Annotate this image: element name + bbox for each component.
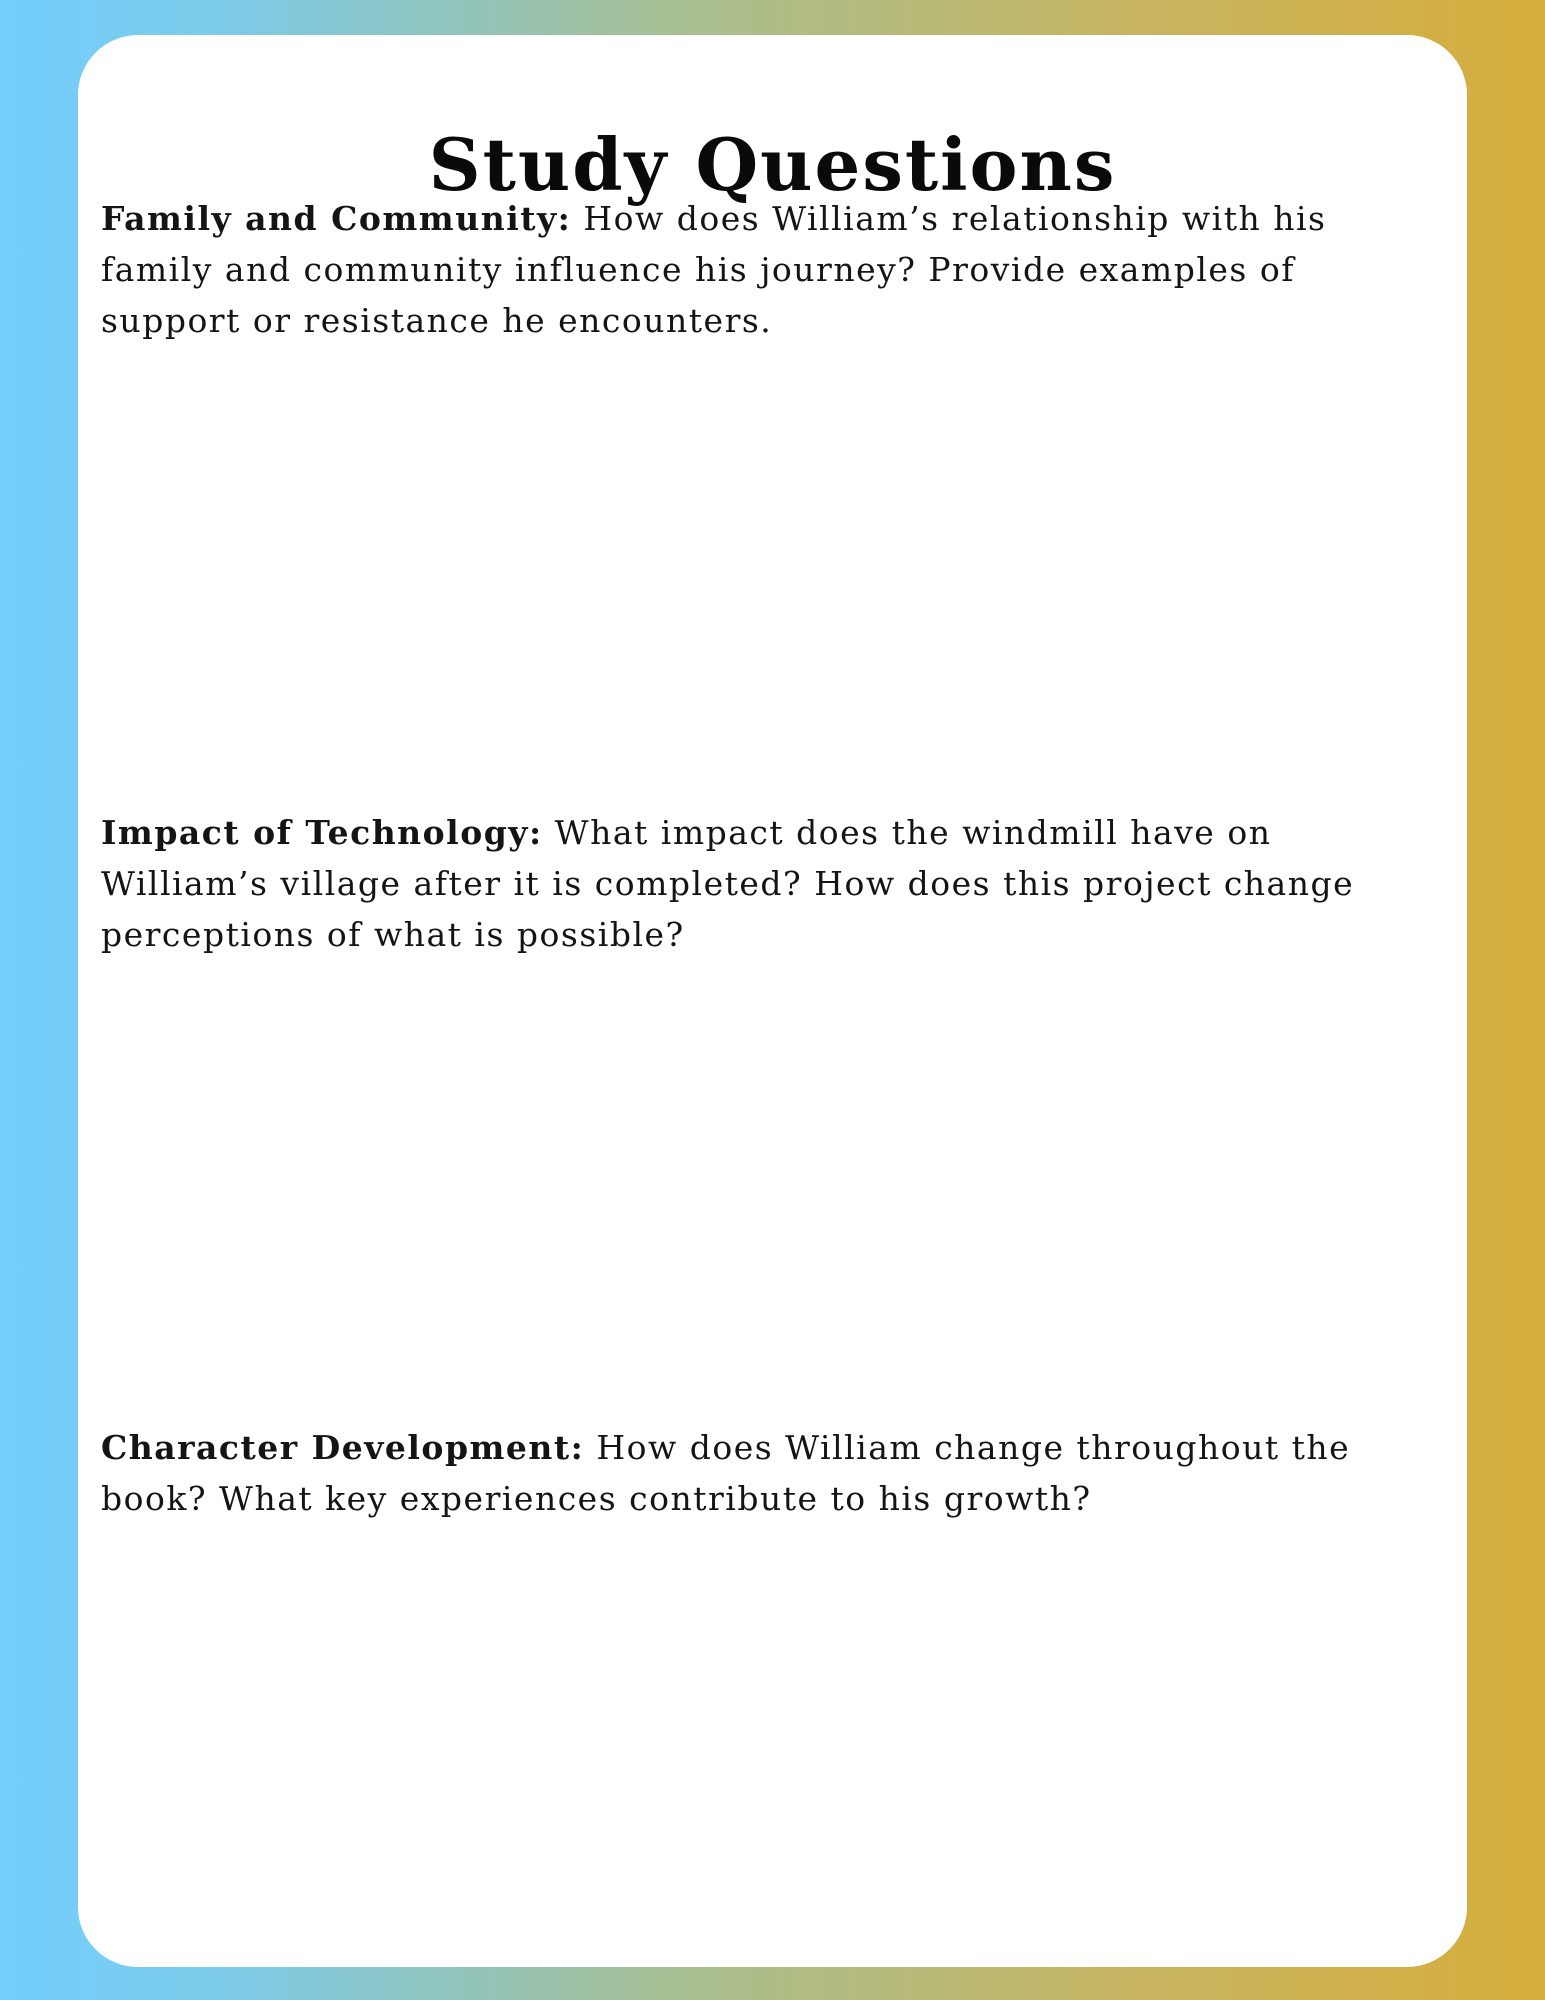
question-text: How does William change throughout the book? What key experiences contribute to his growth? <box>101 1428 1351 1518</box>
question-character-development <box>101 1422 1441 1524</box>
worksheet-card <box>78 35 1467 1967</box>
question-label: Family and Community: <box>101 199 572 238</box>
question-label: Impact of Technology: <box>101 813 543 852</box>
question-text: How does William’s relationship with his family and community influence his journey? Provide examples of support or resistance he encounters. <box>101 199 1327 340</box>
page-title: Study Questions <box>428 122 1117 207</box>
question-label: Character Development: <box>101 1428 585 1467</box>
question-text: What impact does the windmill have on William’s village after it is completed? How does this project change perceptions of what is possible? <box>101 813 1355 954</box>
question-impact-technology <box>101 807 1441 960</box>
question-family-community <box>101 193 1441 346</box>
